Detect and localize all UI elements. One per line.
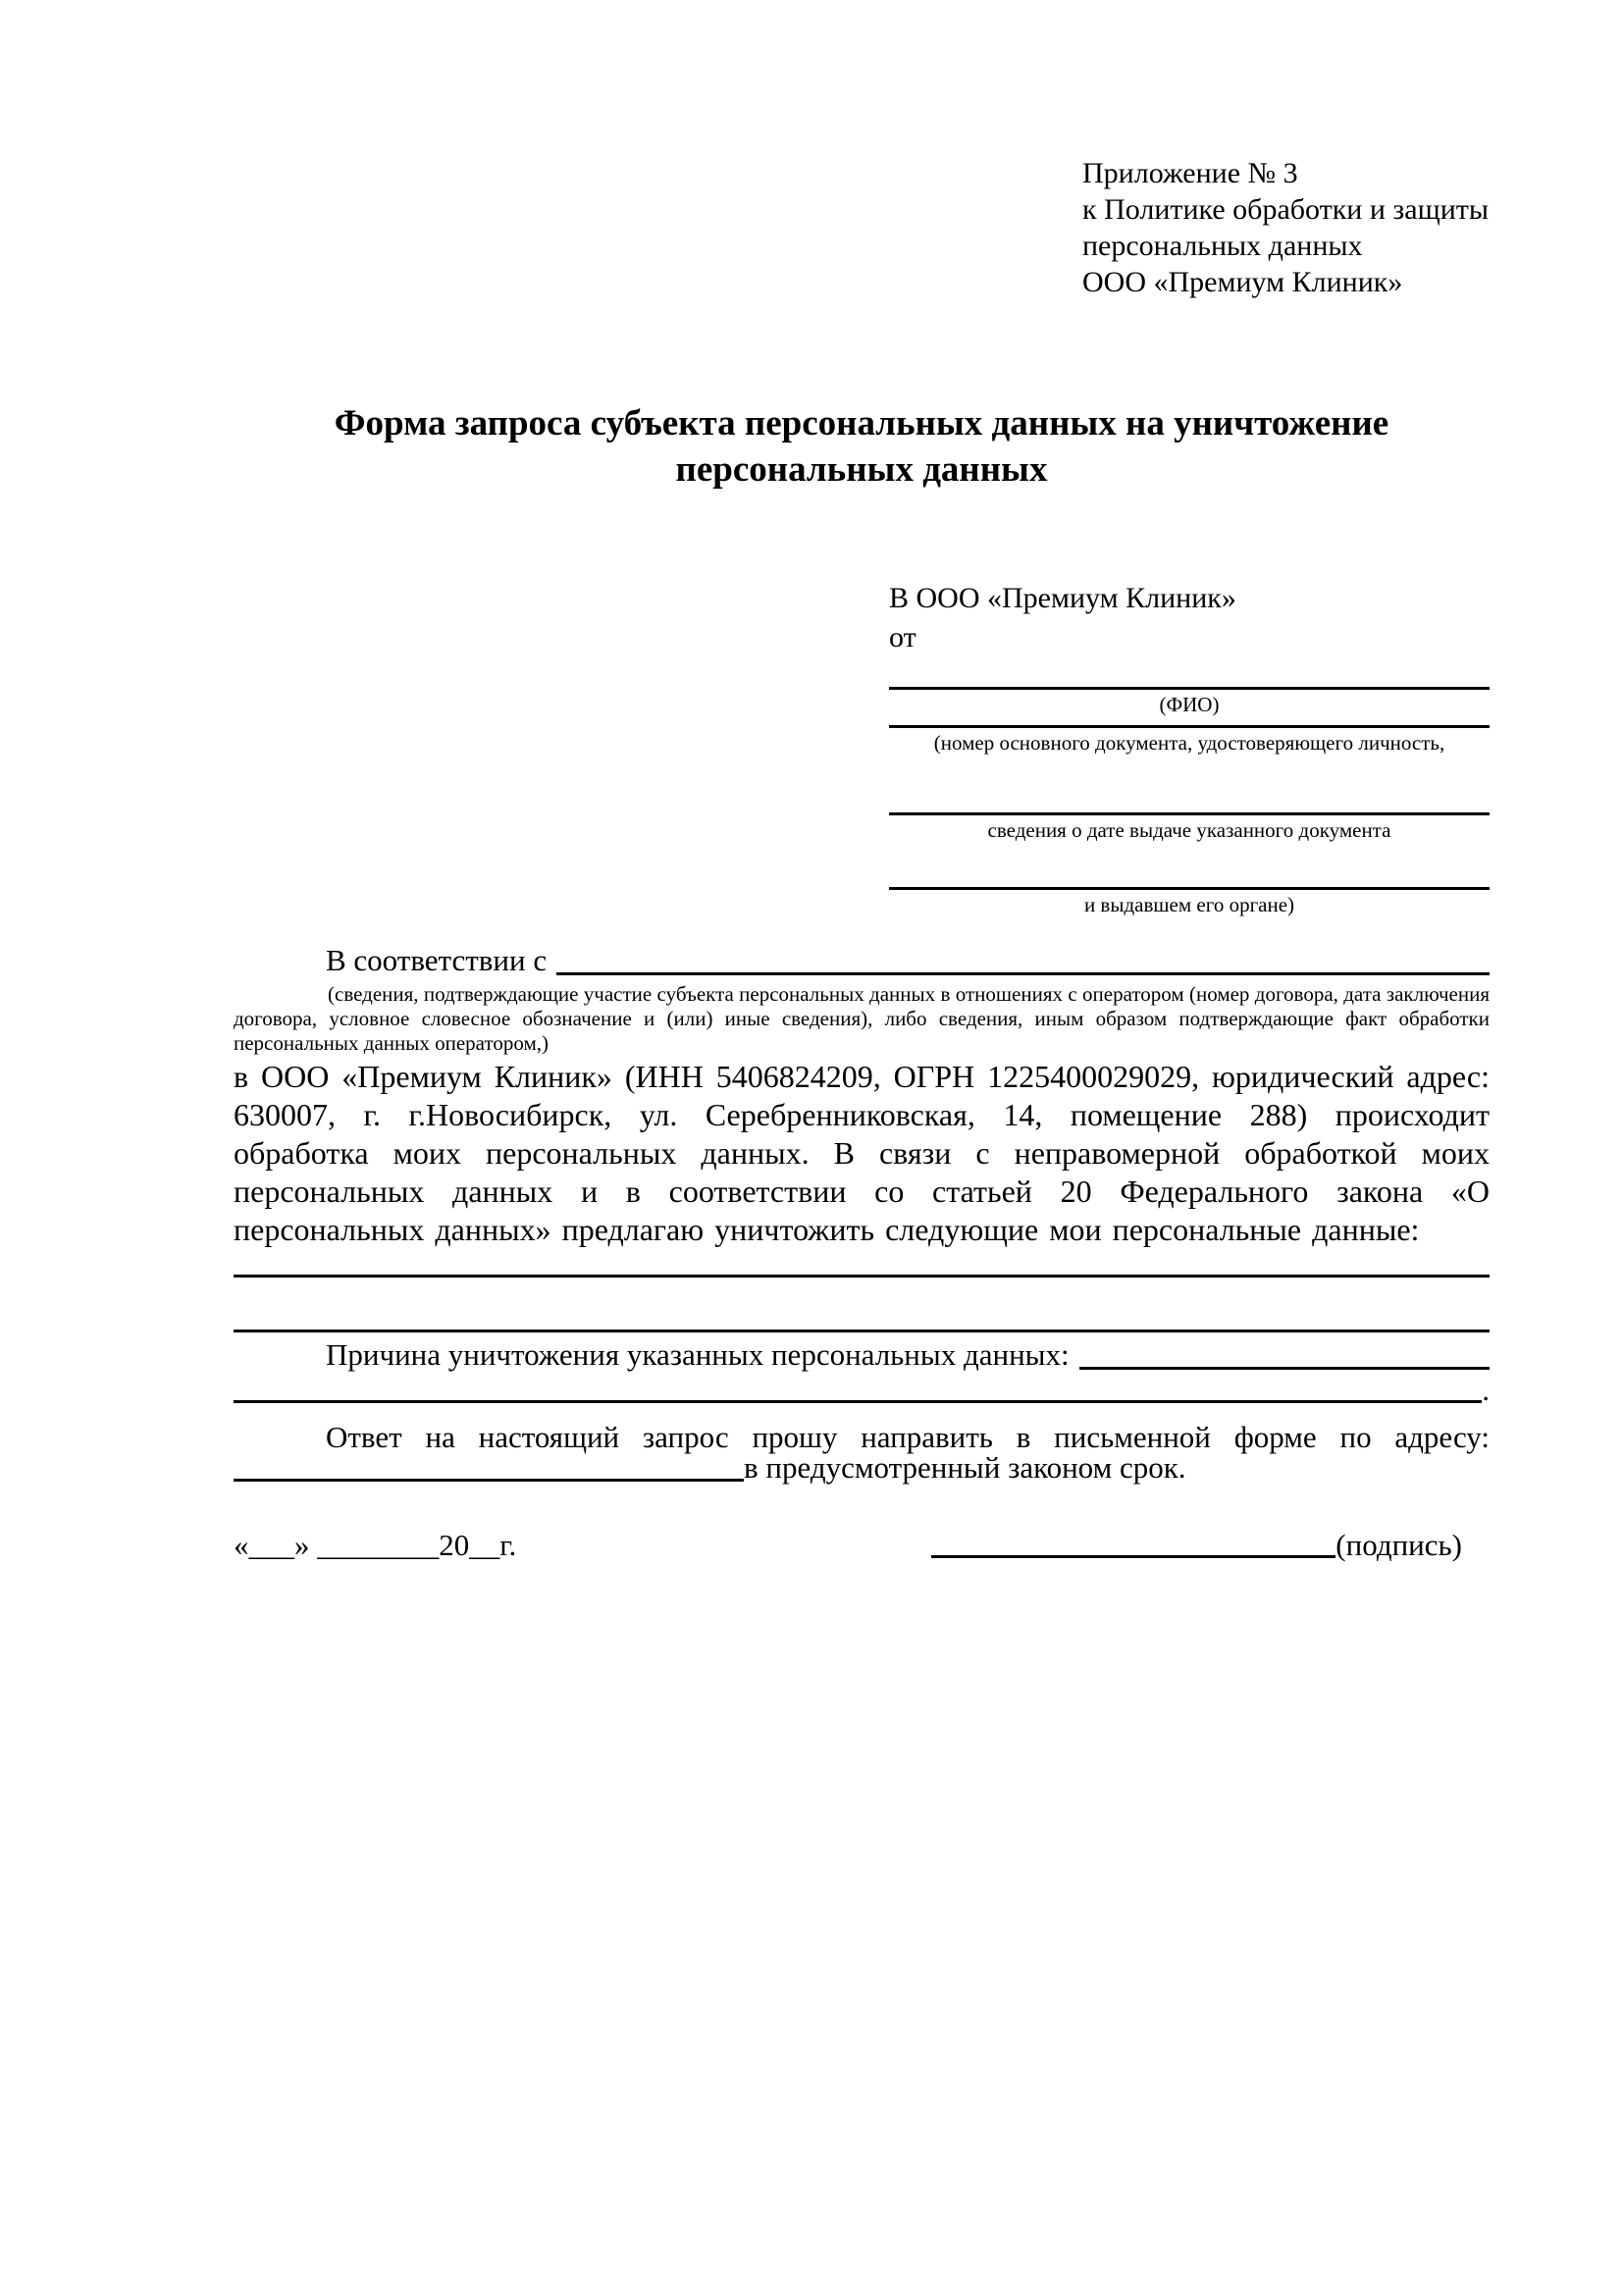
response-tail: в предусмотренный законом срок. [744,1450,1186,1485]
reason-continuation-blank-line [234,1374,1482,1403]
addressee-from-label: от [889,621,916,653]
data-blank-line-1 [234,1275,1490,1278]
document-number-blank-line [889,717,1490,728]
fio-caption: (ФИО) [1159,693,1220,716]
reason-continuation-row [234,1374,1490,1407]
document-title [234,400,1490,493]
signature-blank-line [931,1555,1335,1558]
appendix-line: персональных данных [1082,230,1363,262]
main-paragraph: в ООО «Премиум Клиник» (ИНН 5406824209, ОГРН 1225400029029, юридический адрес: 630007, г. г.Новосибирск, ул. Серебренниковская, 14, помещение 288) происходит обработка моих персональных данных. В связи с неправомерной обработкой моих персональных данных и в соответствии со статьей 20 Федерального закона «О персональных данных» предлагаю уничтожить следующие мои персональные данные: [234,1059,1490,1247]
issue-date-blank-line [889,756,1490,815]
document-number-caption: (номер основного документа, удостоверяющего личность, [933,731,1445,755]
appendix-line: ООО «Премиум Клиник» [1082,266,1403,298]
response-address-row [234,1450,1490,1486]
data-blank-line-2 [234,1330,1490,1332]
appendix-line: Приложение № 3 [1082,157,1298,189]
reason-label: Причина уничтожения указанных персональных данных: [326,1337,1070,1372]
accordance-note: (сведения, подтверждающие участие субъекта персональных данных в отношениях с оператором (номер договора, дата заключения договора, условное словесное обозначение и (или) иные сведения), либо сведения, иным образом подтверждающие факт обработки персональных данных оператором,) [234,982,1490,1055]
appendix-note [1082,155,1489,300]
document-title-line1: Форма запроса субъекта персональных данных на уничтожение [334,403,1389,444]
signature-group [931,1527,1462,1564]
reason-blank-line [1079,1336,1490,1370]
response-paragraph: Ответ на настоящий запрос прошу направить в письменной форме по адресу: [326,1420,1490,1454]
addressee-to: В ООО «Премиум Клиник» [889,582,1236,614]
appendix-line: к Политике обработки и защиты [1082,193,1490,226]
document-title-line2: персональных данных [675,449,1048,490]
line-terminator: . [1482,1373,1490,1407]
signature-caption: (подпись) [1335,1528,1462,1562]
issuing-authority-caption: и выдавшем его органе) [1083,893,1295,916]
accordance-row [234,942,1490,979]
address-blank-line [234,1450,744,1482]
issuing-authority-blank-line [889,843,1490,890]
addressee-block [889,580,1490,917]
accordance-blank-line [556,942,1490,975]
issue-date-caption: сведения о дате выдаче указанного документа [987,818,1391,842]
date-line: «___» ________20__г. [234,1528,517,1562]
accordance-lead: В соответствии с [326,943,548,977]
reason-row [234,1336,1490,1374]
footer-row [234,1527,1490,1564]
fio-blank-line [889,656,1490,690]
